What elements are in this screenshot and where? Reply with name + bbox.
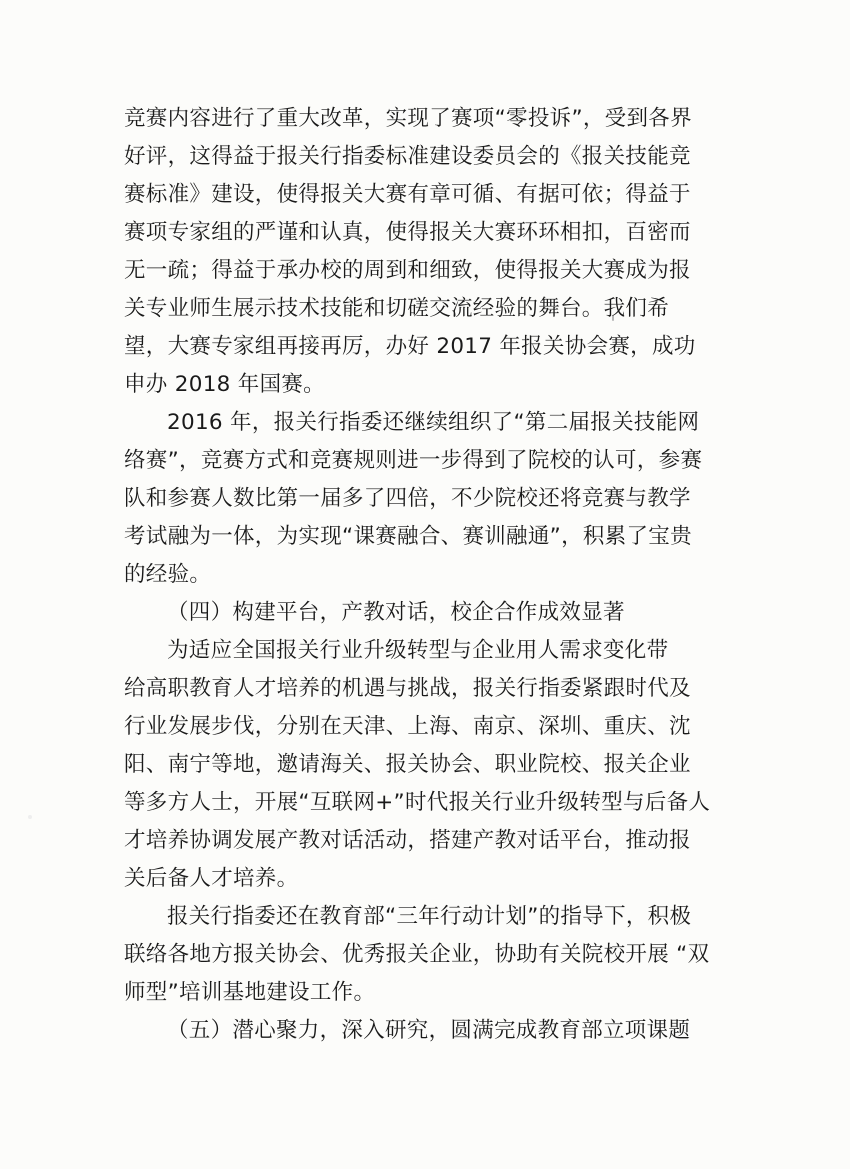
section-heading: （四）构建平台，产教对话，校企合作成效显著 [167,600,625,625]
text-line: 才培养协调发展产教对话活动，搭建产教对话平台，推动报 [124,828,691,853]
paragraph-start-line: 为适应全国报关行业升级转型与企业用人需求变化带 [167,638,669,663]
text-line: 赛项专家组的严谨和认真，使得报关大赛环环相扣，百密而 [124,220,691,245]
text-line: 赛标准》建设，使得报关大赛有章可循、有据可依；得益于 [124,182,691,207]
text-line: 队和参赛人数比第一届多了四倍，不少院校还将竞赛与教学 [124,486,691,511]
text-line: 等多方人士，开展“互联网+”时代报关行业升级转型与后备人 [124,790,711,815]
text-line: 行业发展步伐，分别在天津、上海、南京、深圳、重庆、沈 [124,714,691,739]
document-body [124,100,711,1050]
text-line: 给高职教育人才培养的机遇与挑战，报关行指委紧跟时代及 [124,676,691,701]
text-line: 关后备人才培养。 [124,866,299,891]
scan-speck [28,815,32,819]
text-line: 师型”培训基地建设工作。 [124,980,376,1005]
text-line: 联络各地方报关协会、优秀报关企业，协助有关院校开展 “双 [124,942,710,967]
paragraph-start-line: 2016 年，报关行指委还继续组织了“第二届报关技能网 [167,410,700,435]
paragraph-start-line: 报关行指委还在教育部“三年行动计划”的指导下，积极 [167,904,692,929]
text-line: 考试融为一体，为实现“课赛融合、赛训融通”，积累了宝贵 [124,524,692,549]
section-heading: （五）潜心聚力，深入研究，圆满完成教育部立项课题 [167,1018,691,1043]
text-line: 络赛”，竞赛方式和竞赛规则进一步得到了院校的认可，参赛 [124,448,703,473]
text-line: 关专业师生展示技术技能和切磋交流经验的舞台。我们希 [124,296,670,321]
text-line: 好评，这得益于报关行指委标准建设委员会的《报关技能竞 [124,144,691,169]
text-line: 的经验。 [124,562,212,587]
text-line: 阳、南宁等地，邀请海关、报关协会、职业院校、报关企业 [124,752,691,777]
text-line: 竞赛内容进行了重大改革，实现了赛项“零投诉”，受到各界 [124,106,692,131]
text-line: 无一疏；得益于承办校的周到和细致，使得报关大赛成为报 [124,258,691,283]
text-line: 申办 2018 年国赛。 [124,372,325,397]
text-line: 望，大赛专家组再接再厉，办好 2017 年报关协会赛，成功 [124,334,696,359]
